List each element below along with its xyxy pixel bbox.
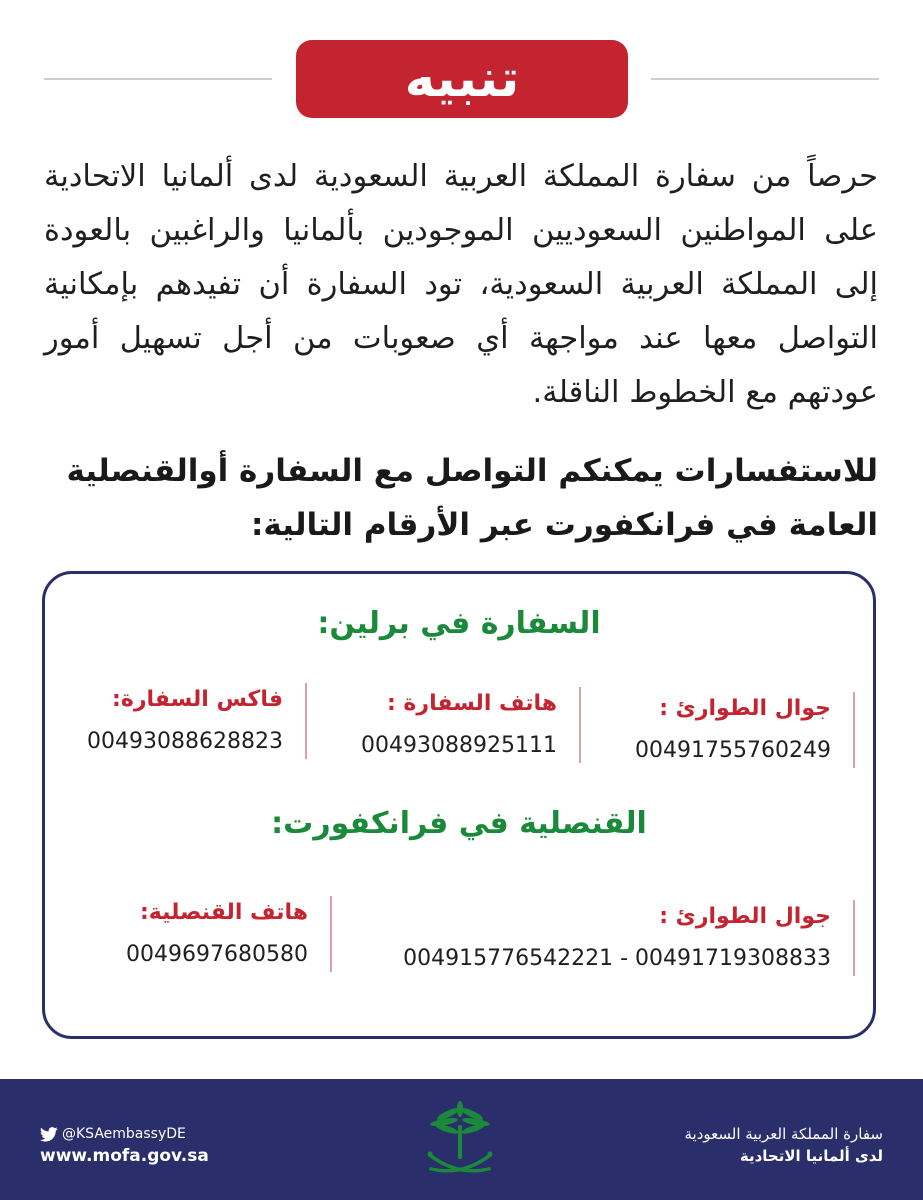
- berlin-fax-contact: [77, 683, 307, 759]
- berlin-section-title: السفارة في برلين:: [317, 606, 601, 641]
- berlin-emergency-contact: [623, 692, 855, 768]
- contact-label: جوال الطوارئ :: [659, 696, 831, 721]
- contact-box: [42, 571, 876, 1039]
- contact-number[interactable]: 004915776542221 - 00491719308833: [403, 946, 831, 971]
- contact-number[interactable]: 00493088628823: [87, 729, 283, 754]
- contact-label: فاكس السفارة:: [112, 687, 283, 712]
- embassy-name-line1: سفارة المملكة العربية السعودية: [684, 1125, 883, 1143]
- frankfurt-emergency-contact: [383, 900, 855, 976]
- berlin-phone-contact: [349, 687, 581, 763]
- contact-label: جوال الطوارئ :: [659, 904, 831, 929]
- contact-number[interactable]: 00491755760249: [635, 738, 831, 763]
- embassy-name-block: [684, 1123, 883, 1167]
- twitter-icon: [40, 1127, 58, 1142]
- inquiry-heading: للاستفسارات يمكنكم التواصل مع السفارة أوالقنصلية العامة في فرانكفورت عبر الأرقام التالية:: [66, 453, 878, 543]
- contact-number[interactable]: 00493088925111: [361, 733, 557, 758]
- contact-number[interactable]: 0049697680580: [126, 942, 308, 967]
- footer: [0, 1079, 923, 1200]
- website-link[interactable]: www.mofa.gov.sa: [40, 1146, 209, 1166]
- alert-banner: [296, 40, 628, 118]
- header-divider-left: [44, 78, 272, 80]
- alert-title: تنبيه: [404, 49, 520, 109]
- frankfurt-section-title: القنصلية في فرانكفورت:: [271, 806, 647, 841]
- embassy-name-line2: لدى ألمانيا الاتحادية: [739, 1147, 883, 1165]
- twitter-handle: @KSAembassyDE: [62, 1126, 186, 1142]
- frankfurt-phone-contact: [102, 896, 332, 972]
- saudi-emblem-icon: [418, 1101, 502, 1189]
- header-divider-right: [651, 78, 879, 80]
- contact-label: هاتف القنصلية:: [139, 900, 308, 925]
- twitter-handle-row[interactable]: [40, 1126, 186, 1142]
- contact-label: هاتف السفارة :: [386, 691, 557, 716]
- intro-paragraph: حرصاً من سفارة المملكة العربية السعودية لدى ألمانيا الاتحادية على المواطنين السعوديين الموجودين بألمانيا والراغبين بالعودة إلى المملكة العربية السعودية، تود السفارة أن تفيدهم بإمكانية التواصل معها عند مواجهة أي صعوبات من أجل تسهيل أمور عودتهم مع الخطوط الناقلة.: [44, 159, 878, 410]
